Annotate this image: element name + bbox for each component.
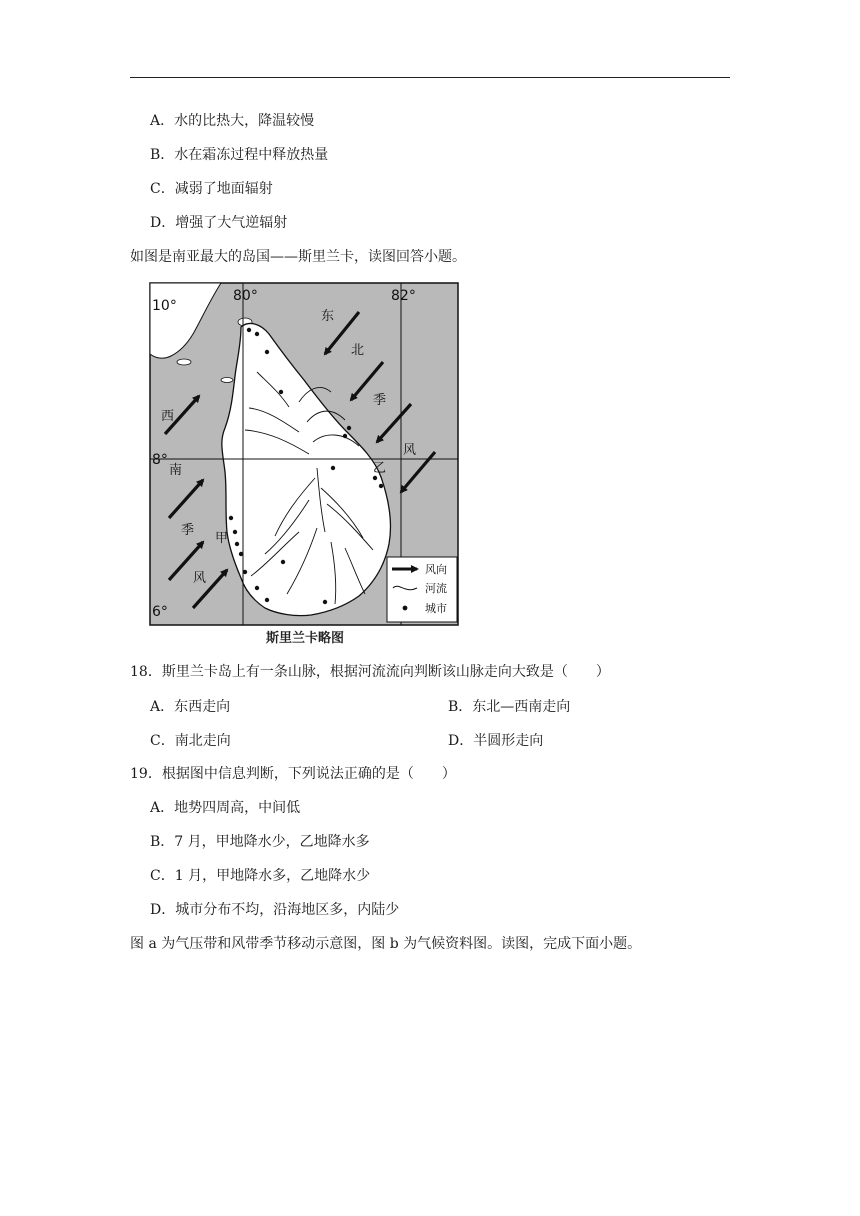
q19-option-c: C．1 月，甲地降水多，乙地降水少 xyxy=(150,868,371,884)
island xyxy=(177,359,191,365)
sri-lanka-map xyxy=(149,282,461,628)
sw-char-3: 季 xyxy=(181,523,195,538)
legend-river: 河流 xyxy=(425,582,447,595)
ne-char-2: 北 xyxy=(351,343,365,358)
legend-city: 城市 xyxy=(425,602,447,615)
q18-option-d: D．半圆形走向 xyxy=(448,733,544,749)
lon-label-82: 82° xyxy=(391,288,416,304)
q18-stem: 18．斯里兰卡岛上有一条山脉，根据河流流向判断该山脉走向大致是（ ） xyxy=(130,664,610,680)
q18-option-a: A．东西走向 xyxy=(150,699,231,715)
sw-char-2: 南 xyxy=(169,463,183,478)
sw-char-4: 风 xyxy=(193,571,207,586)
ne-char-1: 东 xyxy=(321,309,335,324)
label-jia: 甲 xyxy=(215,531,229,546)
closing-intro: 图 a 为气压带和风带季节移动示意图，图 b 为气候资料图。读图，完成下面小题。 xyxy=(130,936,642,952)
q19-option-d: D．城市分布不均，沿海地区多，内陆少 xyxy=(150,902,400,918)
q18-option-c: C．南北走向 xyxy=(150,733,231,749)
label-yi: 乙 xyxy=(373,461,387,476)
ne-char-3: 季 xyxy=(373,393,387,408)
map-caption: 斯里兰卡略图 xyxy=(265,631,344,646)
prev-option-c: C．减弱了地面辐射 xyxy=(150,181,273,197)
q19-stem: 19．根据图中信息判断，下列说法正确的是（ ） xyxy=(130,766,456,782)
q19-option-b: B．7 月，甲地降水少，乙地降水多 xyxy=(150,834,370,850)
map-intro: 如图是南亚最大的岛国——斯里兰卡，读图回答小题。 xyxy=(130,249,466,265)
lat-label-8: 8° xyxy=(152,452,168,468)
sw-char-1: 西 xyxy=(161,409,175,424)
ne-char-4: 风 xyxy=(403,443,417,458)
prev-option-d: D．增强了大气逆辐射 xyxy=(150,215,288,231)
q18-option-b: B．东北—西南走向 xyxy=(448,699,571,715)
header-rule xyxy=(130,77,730,78)
lat-label-10: 10° xyxy=(152,298,177,314)
island xyxy=(221,378,233,383)
lat-label-6: 6° xyxy=(152,604,168,620)
prev-option-b: B．水在霜冻过程中释放热量 xyxy=(150,147,329,163)
legend-wind: 风向 xyxy=(425,563,447,576)
q19-option-a: A．地势四周高，中间低 xyxy=(150,800,301,816)
lon-label-80: 80° xyxy=(233,288,258,304)
legend xyxy=(387,557,457,622)
prev-option-a: A．水的比热大，降温较慢 xyxy=(150,113,315,129)
